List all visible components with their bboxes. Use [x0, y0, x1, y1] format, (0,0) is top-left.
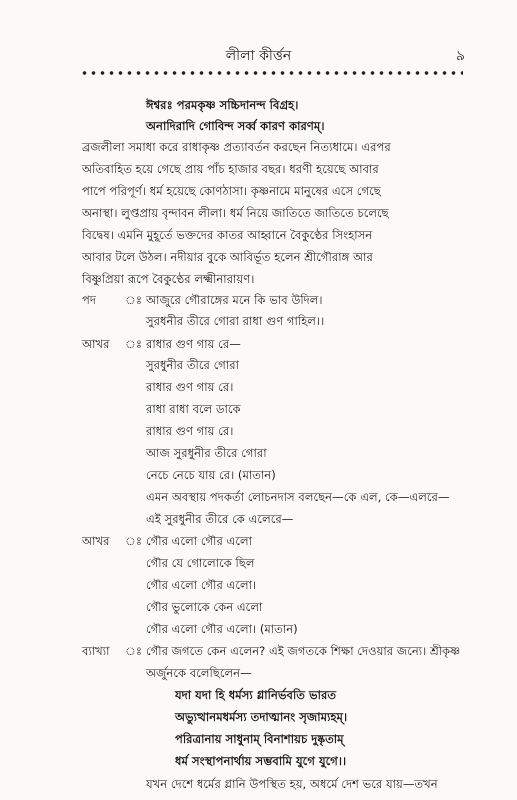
running-header-title: লীলা কীর্ত্তন [225, 48, 292, 64]
shloka-line: অভ্যুত্থানমধর্মস্য তদাত্মানং সৃজাম্যহম্। [175, 710, 348, 724]
pada-label: পদ [82, 293, 96, 307]
byakhya-closing-line: যখন দেশে ধর্মের গ্লানি উপস্থিত হয়, অধর্মে দেশ ভরে যায়—তখন [146, 777, 438, 791]
akhar-line: রাধার গুণ গায় রে। [146, 424, 234, 438]
byakhya-colon: ঃ [125, 644, 143, 658]
akhar-line: নেচে নেচে যায় রে। (মাতান) [146, 468, 276, 482]
intro-paragraph-line: আবার টলে উঠল। নদীয়ার বুকে আবির্ভূত হলেন শ্রীগৌরাঙ্গ আর [82, 250, 373, 264]
shloka-line: যদা যদা হি ধর্মস্য গ্লানির্ভবতি ভারত [175, 688, 337, 702]
intro-paragraph-line: অতিবাহিত হয়ে গেছে প্রায় পাঁচ হাজার বছর। ধরণী হয়েছে আবার [82, 162, 379, 176]
akhar-label: আখর [82, 534, 110, 548]
page-number: ৯ [455, 48, 465, 64]
akhar-colon: ঃ [125, 337, 143, 351]
byakhya-line: গৌর জগতে কেন এলেন? এই জগতকে শিক্ষা দেওয়ার জন্যে। শ্রীকৃষ্ণ [146, 644, 461, 658]
akhar-label: আখর [82, 337, 110, 351]
akhar-line: গৌর এলো গৌর এলো [146, 534, 253, 548]
intro-paragraph-line: বিদ্বেষ। এমনি মুহূর্তে ভক্তদের কাতর আহ্বানে বৈকুণ্ঠের সিংহাসন [82, 228, 373, 242]
akhar-colon: ঃ [125, 534, 143, 548]
akhar-line: রাধার গুণ গায় রে। [146, 380, 234, 394]
byakhya-line: অর্জুনকে বলেছিলেন— [146, 666, 252, 680]
akhar-line: আজ সুরধুনীর তীরে গোরা [146, 446, 267, 460]
intro-verse-1: ঈশ্বরঃ পরমকৃষ্ণ সচ্চিদানন্দ বিগ্রহ। [146, 98, 299, 112]
narration-line: এই সুরধুনীর তীরে কে এলেরে— [146, 512, 294, 526]
akhar-line: গৌর যে গোলোকে ছিল [146, 556, 255, 570]
akhar-line: গৌর ভুলোকে কেন এলো [146, 600, 263, 614]
dotted-divider [80, 70, 463, 76]
intro-paragraph-line: ব্রজলীলা সমাধা করে রাধাকৃষ্ণ প্রত্যাবর্তন করছেন নিত্যধামে। এরপর [82, 140, 391, 154]
pada-colon: ঃ [125, 293, 143, 307]
byakhya-label: ব্যাখ্যা [82, 644, 110, 658]
shloka-line: পরিত্রানায় সাধুনাম্ বিনাশায়চ দুষ্কৃতাম্ [175, 732, 344, 746]
akhar-line: রাধা রাধা বলে ডাকে [146, 402, 241, 416]
akhar-line: সুরধুনীর তীরে গোরা [146, 358, 239, 372]
pada-line: সুরধনীর তীরে গোরা রাধা গুণ গাহিল।। [146, 314, 325, 328]
intro-paragraph-line: পাপে পরিপূর্ণ। ধর্ম হয়েছে কোণঠাসা। কৃষ্ণনামে মানুষের এসে গেছে [82, 184, 381, 198]
akhar-line: গৌর এলো গৌর এলো। (মাতান) [146, 622, 298, 636]
narration-line: এমন অবস্থায় পদকর্তা লোচনদাস বলছেন—কে এল, কে—এলরে— [146, 490, 450, 504]
intro-verse-2: অনাদিরাদি গোবিন্দ সর্ব্ব কারণ কারণম্। [146, 119, 325, 133]
akhar-line: গৌর এলো গৌর এলো। [146, 578, 257, 592]
intro-paragraph-line: অনাস্থা। লুপ্তপ্রায় বৃন্দাবন লীলা। ধর্ম নিয়ে জাতিতে জাতিতে চলেছে [82, 206, 389, 220]
pada-line: আজুরে গৌরাঙ্গের মনে কি ভাব উদিল। [146, 293, 323, 307]
intro-paragraph-line: বিষ্ণুপ্রিয়া রূপে বৈকুণ্ঠের লক্ষ্মীনারায়ণ। [82, 272, 255, 286]
akhar-line: রাধার গুণ গায় রে— [146, 337, 241, 351]
shloka-line: ধর্ম সংস্থাপনার্থায় সম্ভবামি যুগে যুগে।। [175, 754, 347, 768]
